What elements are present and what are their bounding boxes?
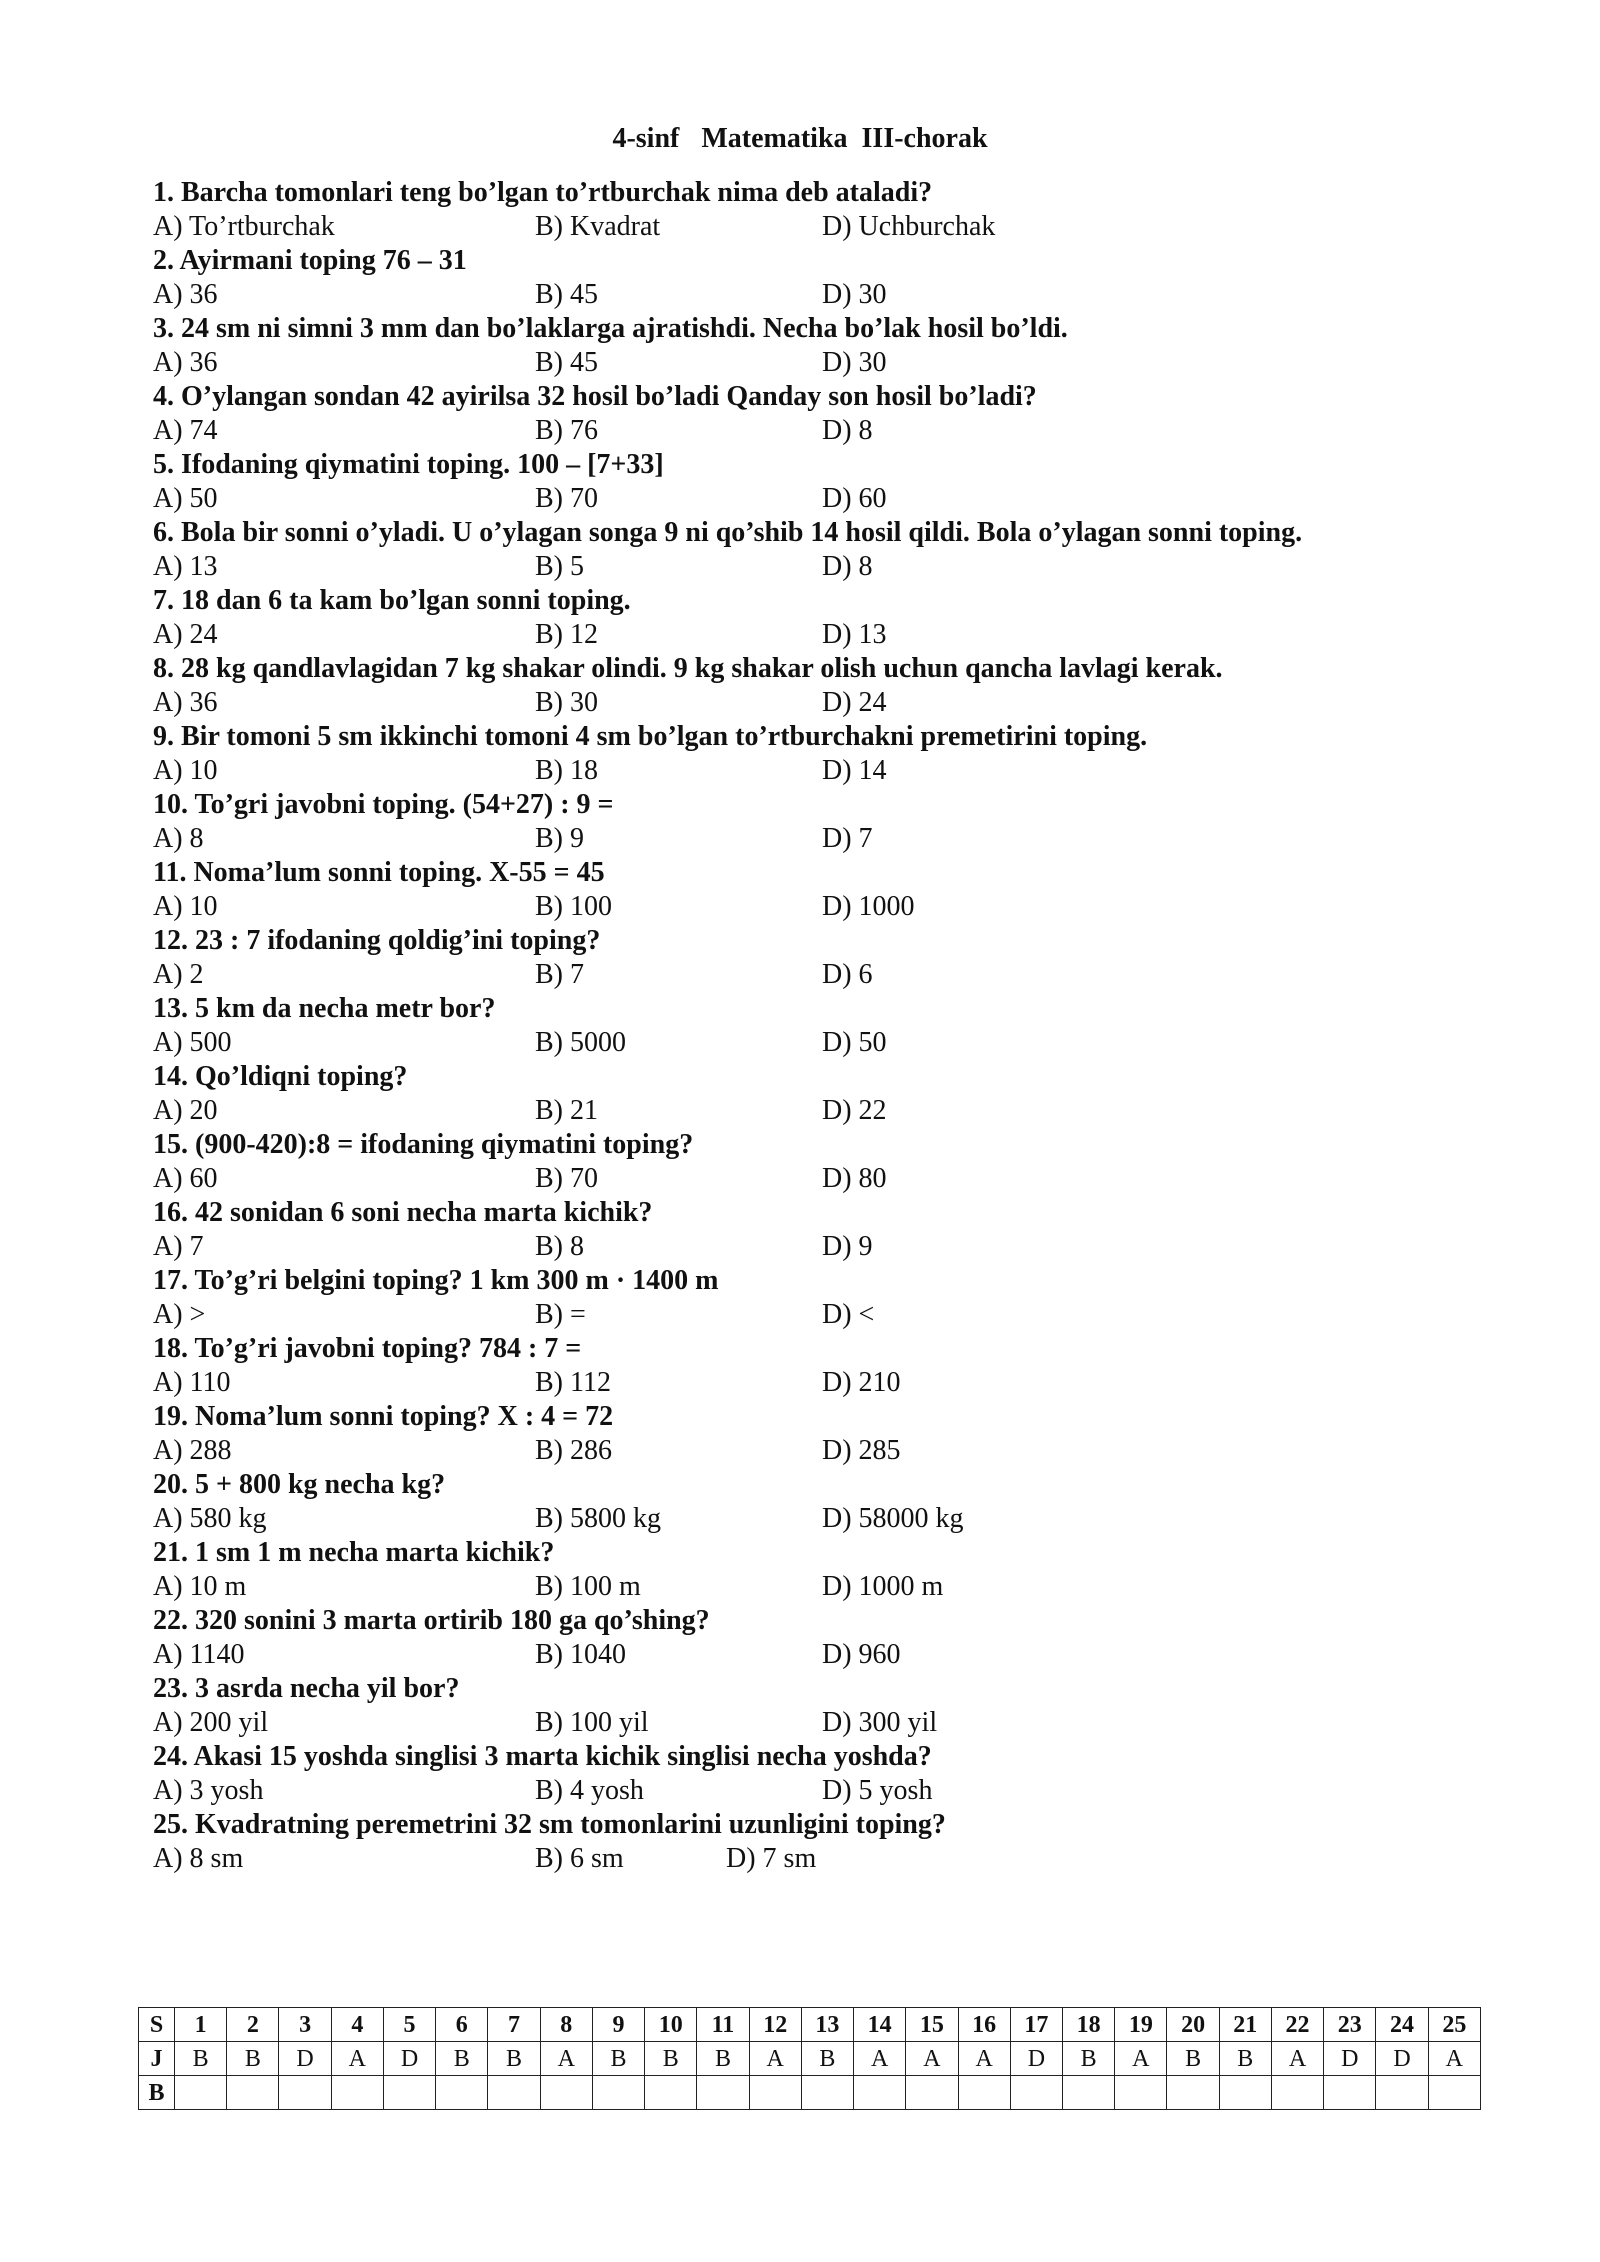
blank-answer-cell bbox=[1115, 2076, 1167, 2110]
question-text: 20. 5 + 800 kg necha kg? bbox=[153, 1469, 446, 1500]
option-b: B) 5 bbox=[535, 551, 584, 582]
answer-key-cell: D bbox=[1010, 2042, 1062, 2076]
option-b: B) 6 sm bbox=[535, 1843, 624, 1874]
question-number-cell: 23 bbox=[1324, 2008, 1376, 2042]
option-d: D) 1000 bbox=[822, 891, 915, 922]
question-list bbox=[153, 176, 1453, 1876]
option-d: D) 50 bbox=[822, 1027, 887, 1058]
option-a: A) 3 yosh bbox=[153, 1775, 264, 1806]
question-number-cell: 12 bbox=[749, 2008, 801, 2042]
row-label-b: B bbox=[139, 2076, 175, 2110]
page-title bbox=[0, 122, 1600, 156]
blank-answer-cell bbox=[1376, 2076, 1428, 2110]
answer-key-cell: D bbox=[1376, 2042, 1428, 2076]
option-a: A) 13 bbox=[153, 551, 218, 582]
answer-options bbox=[153, 1638, 1453, 1672]
option-b: B) 5000 bbox=[535, 1027, 626, 1058]
option-a: A) To’rtburchak bbox=[153, 211, 335, 242]
option-a: A) 7 bbox=[153, 1231, 204, 1262]
question-text: 4. O’ylangan sondan 42 ayirilsa 32 hosil bo’ladi Qanday son hosil bo’ladi? bbox=[153, 381, 1037, 412]
answer-key-cell: B bbox=[645, 2042, 697, 2076]
question-text: 18. To’g’ri javobni toping? 784 : 7 = bbox=[153, 1333, 582, 1364]
question-text: 6. Bola bir sonni o’yladi. U o’ylagan songa 9 ni qo’shib 14 hosil qildi. Bola o’ylagan sonni toping. bbox=[153, 517, 1303, 548]
question-number-cell: 20 bbox=[1167, 2008, 1219, 2042]
option-a: A) 8 bbox=[153, 823, 204, 854]
blank-answer-cell bbox=[1324, 2076, 1376, 2110]
option-a: A) 20 bbox=[153, 1095, 218, 1126]
answer-key-cell: B bbox=[488, 2042, 540, 2076]
option-d: D) 7 bbox=[822, 823, 873, 854]
question-text: 12. 23 : 7 ifodaning qoldig’ini toping? bbox=[153, 925, 601, 956]
answer-options bbox=[153, 1570, 1453, 1604]
option-b: B) 45 bbox=[535, 279, 598, 310]
blank-answer-cell bbox=[592, 2076, 644, 2110]
blank-answer-cell bbox=[279, 2076, 331, 2110]
option-b: B) 30 bbox=[535, 687, 598, 718]
title-term: III-chorak bbox=[861, 123, 988, 154]
option-b: B) 45 bbox=[535, 347, 598, 378]
blank-answer-cell bbox=[801, 2076, 853, 2110]
answer-key-cell: A bbox=[1115, 2042, 1167, 2076]
option-b: B) 1040 bbox=[535, 1639, 626, 1670]
question-text: 1. Barcha tomonlari teng bo’lgan to’rtburchak nima deb ataladi? bbox=[153, 177, 933, 208]
option-a: A) 288 bbox=[153, 1435, 232, 1466]
blank-answer-cell bbox=[227, 2076, 279, 2110]
option-b: B) 70 bbox=[535, 1163, 598, 1194]
question-number-cell: 5 bbox=[383, 2008, 435, 2042]
answer-key-cell: A bbox=[958, 2042, 1010, 2076]
question-text: 10. To’gri javobni toping. (54+27) : 9 = bbox=[153, 789, 614, 820]
option-b: B) 4 yosh bbox=[535, 1775, 644, 1806]
question-text: 17. To’g’ri belgini toping? 1 km 300 m · 1400 m bbox=[153, 1265, 719, 1296]
option-d: D) 58000 kg bbox=[822, 1503, 964, 1534]
question-number-cell: 19 bbox=[1115, 2008, 1167, 2042]
option-d: D) 80 bbox=[822, 1163, 887, 1194]
answer-options bbox=[153, 346, 1453, 380]
answer-key-cell: A bbox=[331, 2042, 383, 2076]
option-d: D) 24 bbox=[822, 687, 887, 718]
blank-answer-cell bbox=[749, 2076, 801, 2110]
question-number-cell: 7 bbox=[488, 2008, 540, 2042]
option-d: D) 1000 m bbox=[822, 1571, 944, 1602]
question-text: 5. Ifodaning qiymatini toping. 100 – [7+33] bbox=[153, 449, 664, 480]
answer-options bbox=[153, 958, 1453, 992]
answer-options bbox=[153, 1162, 1453, 1196]
answer-options bbox=[153, 1434, 1453, 1468]
option-d: D) 7 sm bbox=[726, 1843, 817, 1874]
question-text: 25. Kvadratning peremetrini 32 sm tomonlarini uzunligini toping? bbox=[153, 1809, 946, 1840]
blank-answer-cell bbox=[436, 2076, 488, 2110]
blank-answer-cell bbox=[1167, 2076, 1219, 2110]
question-number-cell: 11 bbox=[697, 2008, 749, 2042]
option-a: A) 10 bbox=[153, 891, 218, 922]
answer-key-cell: B bbox=[1062, 2042, 1114, 2076]
answer-options bbox=[153, 278, 1453, 312]
option-a: A) 36 bbox=[153, 347, 218, 378]
answer-options bbox=[153, 550, 1453, 584]
question-text: 3. 24 sm ni simni 3 mm dan bo’laklarga ajratishdi. Necha bo’lak hosil bo’ldi. bbox=[153, 313, 1068, 344]
row-label-j: J bbox=[139, 2042, 175, 2076]
option-b: B) 100 bbox=[535, 891, 612, 922]
option-a: A) 200 yil bbox=[153, 1707, 269, 1738]
blank-answer-cell bbox=[383, 2076, 435, 2110]
option-b: B) 21 bbox=[535, 1095, 598, 1126]
question-number-cell: 17 bbox=[1010, 2008, 1062, 2042]
answer-key-cell: B bbox=[697, 2042, 749, 2076]
answer-options bbox=[153, 618, 1453, 652]
answer-options bbox=[153, 822, 1453, 856]
blank-answer-cell bbox=[854, 2076, 906, 2110]
answer-key-cell: A bbox=[749, 2042, 801, 2076]
question-number-cell: 2 bbox=[227, 2008, 279, 2042]
option-d: D) 300 yil bbox=[822, 1707, 938, 1738]
option-d: D) 14 bbox=[822, 755, 887, 786]
option-b: B) 5800 kg bbox=[535, 1503, 661, 1534]
question-number-cell: 8 bbox=[540, 2008, 592, 2042]
answer-key-cell: D bbox=[1324, 2042, 1376, 2076]
question-number-cell: 16 bbox=[958, 2008, 1010, 2042]
question-number-cell: 1 bbox=[175, 2008, 227, 2042]
question-text: 14. Qo’ldiqni toping? bbox=[153, 1061, 408, 1092]
option-d: D) 210 bbox=[822, 1367, 901, 1398]
option-a: A) 50 bbox=[153, 483, 218, 514]
answer-options bbox=[153, 1026, 1453, 1060]
question-text: 9. Bir tomoni 5 sm ikkinchi tomoni 4 sm bo’lgan to’rtburchakni premetirini toping. bbox=[153, 721, 1148, 752]
question-text: 11. Noma’lum sonni toping. X-55 = 45 bbox=[153, 857, 605, 888]
option-a: A) 36 bbox=[153, 687, 218, 718]
question-number-cell: 9 bbox=[592, 2008, 644, 2042]
question-text: 22. 320 sonini 3 marta ortirib 180 ga qo’shing? bbox=[153, 1605, 710, 1636]
option-a: A) 10 bbox=[153, 755, 218, 786]
blank-answer-cell bbox=[906, 2076, 958, 2110]
option-a: A) 110 bbox=[153, 1367, 231, 1398]
blank-answer-cell bbox=[645, 2076, 697, 2110]
answer-key-cell: B bbox=[1219, 2042, 1271, 2076]
option-d: D) 30 bbox=[822, 347, 887, 378]
option-d: D) 60 bbox=[822, 483, 887, 514]
answer-options bbox=[153, 1842, 1453, 1876]
option-b: B) = bbox=[535, 1299, 586, 1330]
option-b: B) 100 yil bbox=[535, 1707, 649, 1738]
answer-options bbox=[153, 1502, 1453, 1536]
answer-table-key-row bbox=[139, 2042, 1481, 2076]
option-a: A) 2 bbox=[153, 959, 204, 990]
option-d: D) 285 bbox=[822, 1435, 901, 1466]
question-text: 21. 1 sm 1 m necha marta kichik? bbox=[153, 1537, 555, 1568]
option-b: B) 100 m bbox=[535, 1571, 641, 1602]
answer-key-cell: A bbox=[906, 2042, 958, 2076]
question-number-cell: 15 bbox=[906, 2008, 958, 2042]
answer-key-cell: D bbox=[383, 2042, 435, 2076]
blank-answer-cell bbox=[540, 2076, 592, 2110]
option-a: A) 500 bbox=[153, 1027, 232, 1058]
option-d: D) 8 bbox=[822, 415, 873, 446]
option-a: A) 60 bbox=[153, 1163, 218, 1194]
option-b: B) 112 bbox=[535, 1367, 611, 1398]
option-d: D) < bbox=[822, 1299, 875, 1330]
row-label-s: S bbox=[139, 2008, 175, 2042]
answer-options bbox=[153, 1298, 1453, 1332]
option-b: B) 286 bbox=[535, 1435, 612, 1466]
answer-table bbox=[138, 2007, 1481, 2110]
option-b: B) 9 bbox=[535, 823, 584, 854]
answer-options bbox=[153, 754, 1453, 788]
option-b: B) 18 bbox=[535, 755, 598, 786]
title-subject: Matematika bbox=[701, 123, 848, 154]
option-b: B) 12 bbox=[535, 619, 598, 650]
answer-key-cell: B bbox=[175, 2042, 227, 2076]
blank-answer-cell bbox=[331, 2076, 383, 2110]
option-d: D) 5 yosh bbox=[822, 1775, 933, 1806]
question-number-cell: 3 bbox=[279, 2008, 331, 2042]
answer-key-cell: A bbox=[540, 2042, 592, 2076]
question-number-cell: 22 bbox=[1271, 2008, 1323, 2042]
answer-table-number-row bbox=[139, 2008, 1481, 2042]
question-text: 2. Ayirmani toping 76 – 31 bbox=[153, 245, 467, 276]
option-a: A) 24 bbox=[153, 619, 218, 650]
answer-options bbox=[153, 414, 1453, 448]
option-a: A) 36 bbox=[153, 279, 218, 310]
answer-options bbox=[153, 482, 1453, 516]
question-text: 15. (900-420):8 = ifodaning qiymatini toping? bbox=[153, 1129, 694, 1160]
answer-options bbox=[153, 1706, 1453, 1740]
answer-options bbox=[153, 890, 1453, 924]
answer-key-cell: A bbox=[1428, 2042, 1480, 2076]
blank-answer-cell bbox=[697, 2076, 749, 2110]
question-text: 13. 5 km da necha metr bor? bbox=[153, 993, 496, 1024]
option-a: A) > bbox=[153, 1299, 206, 1330]
answer-key-cell: D bbox=[279, 2042, 331, 2076]
blank-answer-cell bbox=[1428, 2076, 1480, 2110]
answer-key-cell: B bbox=[801, 2042, 853, 2076]
option-d: D) 6 bbox=[822, 959, 873, 990]
blank-answer-cell bbox=[1271, 2076, 1323, 2110]
answer-key-cell: B bbox=[436, 2042, 488, 2076]
answer-key-cell: B bbox=[592, 2042, 644, 2076]
blank-answer-cell bbox=[1219, 2076, 1271, 2110]
option-d: D) 22 bbox=[822, 1095, 887, 1126]
option-b: B) 76 bbox=[535, 415, 598, 446]
answer-options bbox=[153, 210, 1453, 244]
option-b: B) 8 bbox=[535, 1231, 584, 1262]
option-d: D) 9 bbox=[822, 1231, 873, 1262]
answer-options bbox=[153, 1774, 1453, 1808]
answer-table-blank-row bbox=[139, 2076, 1481, 2110]
question-number-cell: 14 bbox=[854, 2008, 906, 2042]
answer-key-cell: B bbox=[227, 2042, 279, 2076]
answer-options bbox=[153, 1230, 1453, 1264]
question-text: 24. Akasi 15 yoshda singlisi 3 marta kichik singlisi necha yoshda? bbox=[153, 1741, 932, 1772]
option-d: D) 960 bbox=[822, 1639, 901, 1670]
question-number-cell: 13 bbox=[801, 2008, 853, 2042]
option-b: B) 7 bbox=[535, 959, 584, 990]
option-a: A) 1140 bbox=[153, 1639, 245, 1670]
answer-options bbox=[153, 686, 1453, 720]
option-b: B) 70 bbox=[535, 483, 598, 514]
blank-answer-cell bbox=[1010, 2076, 1062, 2110]
answer-key-cell: A bbox=[854, 2042, 906, 2076]
answer-options bbox=[153, 1366, 1453, 1400]
question-text: 23. 3 asrda necha yil bor? bbox=[153, 1673, 460, 1704]
question-number-cell: 25 bbox=[1428, 2008, 1480, 2042]
question-number-cell: 10 bbox=[645, 2008, 697, 2042]
question-number-cell: 24 bbox=[1376, 2008, 1428, 2042]
question-number-cell: 4 bbox=[331, 2008, 383, 2042]
blank-answer-cell bbox=[488, 2076, 540, 2110]
option-a: A) 8 sm bbox=[153, 1843, 244, 1874]
question-text: 8. 28 kg qandlavlagidan 7 kg shakar olindi. 9 kg shakar olish uchun qancha lavlagi kerak. bbox=[153, 653, 1223, 684]
option-a: A) 74 bbox=[153, 415, 218, 446]
option-d: D) 13 bbox=[822, 619, 887, 650]
answer-options bbox=[153, 1094, 1453, 1128]
question-number-cell: 6 bbox=[436, 2008, 488, 2042]
answer-key-cell: A bbox=[1271, 2042, 1323, 2076]
option-d: D) 8 bbox=[822, 551, 873, 582]
blank-answer-cell bbox=[1062, 2076, 1114, 2110]
answer-key-cell: B bbox=[1167, 2042, 1219, 2076]
blank-answer-cell bbox=[958, 2076, 1010, 2110]
question-number-cell: 18 bbox=[1062, 2008, 1114, 2042]
question-text: 19. Noma’lum sonni toping? X : 4 = 72 bbox=[153, 1401, 614, 1432]
option-a: A) 10 m bbox=[153, 1571, 247, 1602]
blank-answer-cell bbox=[175, 2076, 227, 2110]
option-d: D) 30 bbox=[822, 279, 887, 310]
option-d: D) Uchburchak bbox=[822, 211, 996, 242]
option-b: B) Kvadrat bbox=[535, 211, 661, 242]
question-number-cell: 21 bbox=[1219, 2008, 1271, 2042]
option-a: A) 580 kg bbox=[153, 1503, 267, 1534]
question-text: 16. 42 sonidan 6 soni necha marta kichik? bbox=[153, 1197, 653, 1228]
question-text: 7. 18 dan 6 ta kam bo’lgan sonni toping. bbox=[153, 585, 631, 616]
title-grade: 4-sinf bbox=[612, 123, 680, 154]
